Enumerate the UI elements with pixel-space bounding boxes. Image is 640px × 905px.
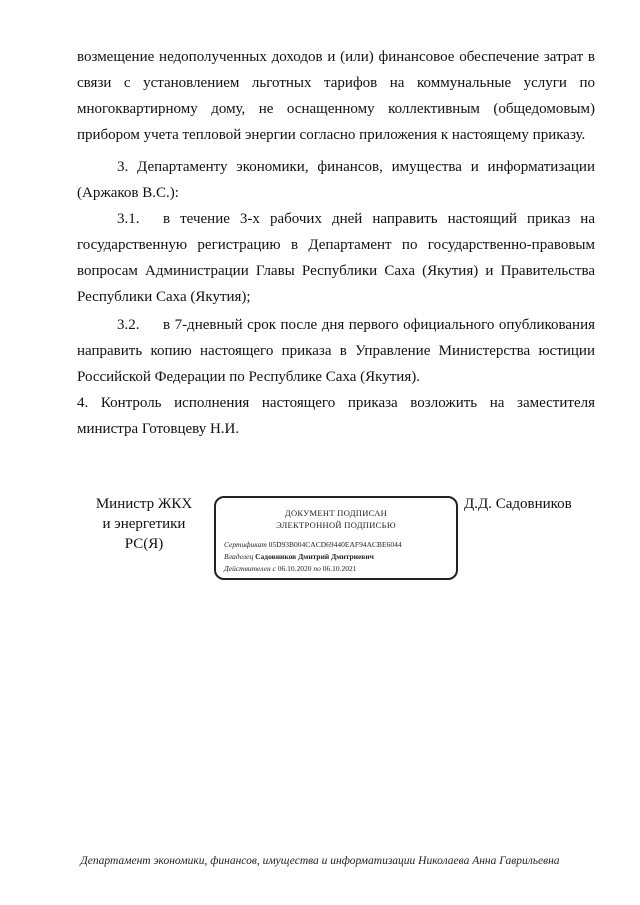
owner-label: Владелец <box>224 552 254 561</box>
stamp-validity <box>224 564 357 573</box>
item-number: 3.1. <box>117 211 140 227</box>
position-line: Министр ЖКХ <box>95 496 193 512</box>
paragraph-tariffs: возмещение недополученных доходов и (или) финансовое обеспечение затрат в связи с установлением льготных тарифов на коммунальные услуги по многоквартирному дому, не оснащенному коллективным (общедомовым) прибором учета тепловой энергии согласно приложения к настоящему приказу. <box>77 49 595 143</box>
item-text: в течение 3-х рабочих дней направить настоящий приказ на государственную регистрацию в Департамент по государственно-правовым вопросам Администрации Главы Республики Саха (Якутия) и Правительства Республики Саха (Якутия); <box>77 211 595 305</box>
certificate-value: 05D93B004CACD69440EAF94ACBE6044 <box>268 540 402 549</box>
validity-label: Действителен с <box>224 564 276 573</box>
valid-to: 06.10.2021 <box>322 564 357 573</box>
position-line: РС(Я) <box>124 536 164 552</box>
stamp-owner <box>224 552 374 561</box>
item-text: в 7-дневный срок после дня первого официального опубликования направить копию настоящего приказа в Управление Министерства юстиции Российской Федерации по Республике Саха (Якутия). <box>77 317 595 385</box>
paragraph-item-3-1 <box>77 206 595 310</box>
valid-from: 06.10.2020 <box>277 564 312 573</box>
certificate-label: Сертификат <box>224 540 267 549</box>
stamp-certificate <box>224 540 402 549</box>
paragraph-item-3-2 <box>77 312 595 390</box>
position-line: и энергетики <box>102 516 186 532</box>
paragraph-item-3: 3. Департаменту экономики, финансов, имущества и информатизации (Аржаков В.С.): <box>77 159 595 201</box>
signatory-position <box>88 494 200 554</box>
signatory-name: Д.Д. Садовников <box>464 496 572 512</box>
electronic-signature-stamp <box>214 496 458 580</box>
stamp-subtitle: ЭЛЕКТРОННОЙ ПОДПИСЬЮ <box>276 520 396 530</box>
paragraph-item-4: 4. Контроль исполнения настоящего приказа возложить на заместителя министра Готовцеву Н.И. <box>77 395 595 437</box>
page-footer: Департамент экономики, финансов, имущества и информатизации Николаева Анна Гаврильевна <box>80 855 560 867</box>
owner-value: Садовников Дмитрий Дмитриевич <box>255 552 374 561</box>
item-number: 3.2. <box>117 317 140 333</box>
stamp-title: ДОКУМЕНТ ПОДПИСАН <box>284 508 388 518</box>
validity-separator: по <box>313 564 321 573</box>
